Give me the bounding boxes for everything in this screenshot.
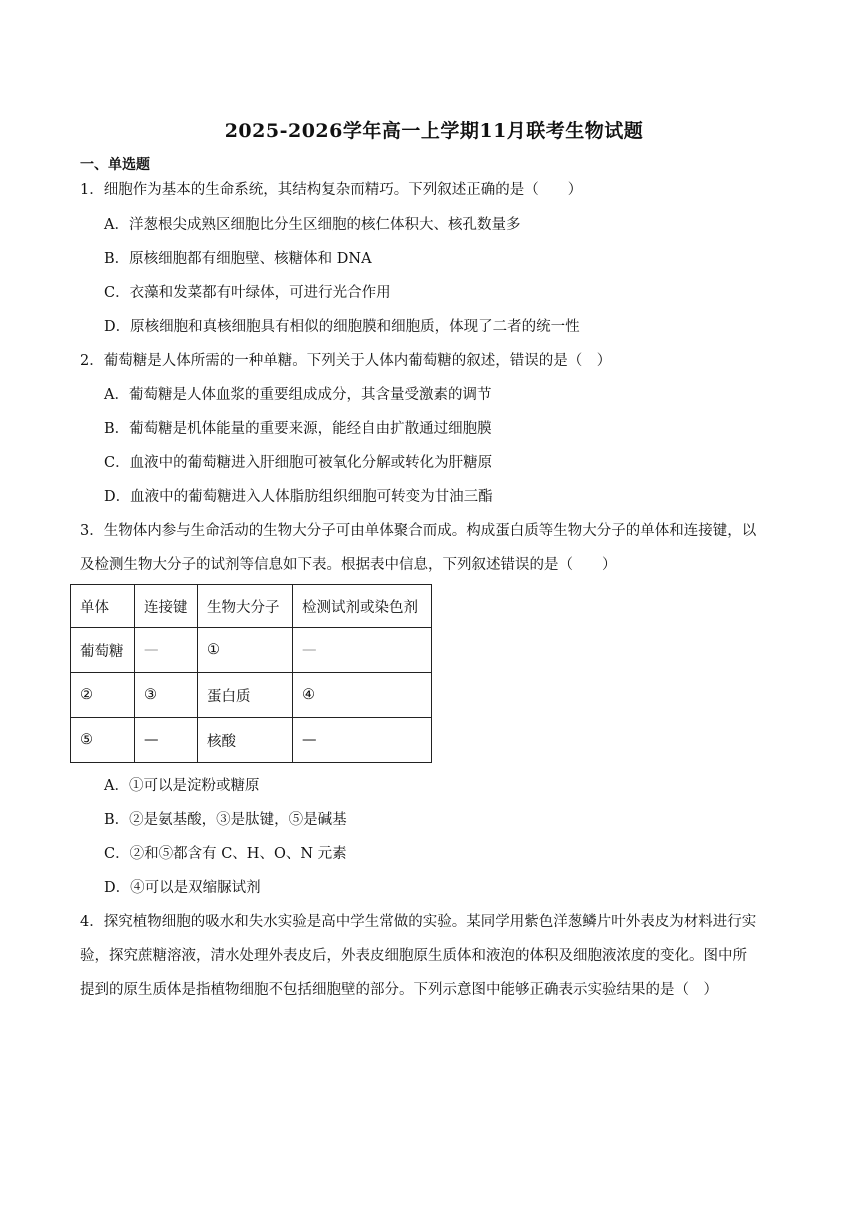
table-row — [71, 628, 432, 673]
question-3-stem-line-2: 及检测生物大分子的试剂等信息如下表。根据表中信息，下列叙述错误的是（ ） — [80, 557, 617, 573]
question-4-stem-line-1: 4．探究植物细胞的吸水和失水实验是高中学生常做的实验。某同学用紫色洋葱鳞片叶外表皮为材料进行实 — [80, 914, 757, 930]
question-1-option-c: C．衣藻和发菜都有叶绿体，可进行光合作用 — [104, 285, 391, 301]
table-header-cell: 连接键 — [135, 585, 198, 628]
table-row — [71, 673, 432, 718]
table-cell: ⑤ — [71, 718, 135, 763]
question-2-option-a: A．葡萄糖是人体血浆的重要组成成分，其含量受激素的调节 — [104, 387, 492, 403]
question-1-option-b: B．原核细胞都有细胞壁、核糖体和 DNA — [104, 251, 372, 267]
table-cell: — — [135, 628, 198, 673]
question-3-option-a: A．①可以是淀粉或糖原 — [104, 778, 260, 794]
question-4-stem-line-3: 提到的原生质体是指植物细胞不包括细胞壁的部分。下列示意图中能够正确表示实验结果的是（ ） — [80, 982, 718, 998]
question-2-stem: 2．葡萄糖是人体所需的一种单糖。下列关于人体内葡萄糖的叙述，错误的是（ ） — [80, 353, 612, 369]
table-header-cell: 单体 — [71, 585, 135, 628]
table-header-cell: 生物大分子 — [198, 585, 293, 628]
table-cell: ① — [198, 628, 293, 673]
table-row — [71, 718, 432, 763]
table-cell: — — [293, 628, 432, 673]
question-1-option-a: A．洋葱根尖成熟区细胞比分生区细胞的核仁体积大、核孔数量多 — [104, 217, 521, 233]
question-3-option-c: C．②和⑤都含有 C、H、O、N 元素 — [104, 846, 347, 862]
exam-title: 2025-2026学年高一上学期11月联考生物试题 — [224, 120, 644, 142]
macromolecule-table — [70, 584, 432, 763]
question-1-option-d: D．原核细胞和真核细胞具有相似的细胞膜和细胞质，体现了二者的统一性 — [104, 319, 580, 335]
table-header-cell: 检测试剂或染色剂 — [293, 585, 432, 628]
table-header-row — [71, 585, 432, 628]
table-cell: — — [135, 718, 198, 763]
question-1-stem: 1．细胞作为基本的生命系统，其结构复杂而精巧。下列叙述正确的是（ ） — [80, 182, 583, 198]
section-heading: 一、单选题 — [80, 157, 150, 173]
table-cell: ④ — [293, 673, 432, 718]
table-cell: ② — [71, 673, 135, 718]
question-2-option-b: B．葡萄糖是机体能量的重要来源，能经自由扩散通过细胞膜 — [104, 421, 492, 437]
question-4-stem-line-2: 验，探究蔗糖溶液，清水处理外表皮后，外表皮细胞原生质体和液泡的体积及细胞液浓度的变化。图中所 — [80, 948, 747, 964]
question-3-stem-line-1: 3．生物体内参与生命活动的生物大分子可由单体聚合而成。构成蛋白质等生物大分子的单体和连接键，以 — [80, 523, 757, 539]
question-3-option-d: D．④可以是双缩脲试剂 — [104, 880, 261, 896]
table-cell: 核酸 — [198, 718, 293, 763]
table-cell: 蛋白质 — [198, 673, 293, 718]
table-cell: ③ — [135, 673, 198, 718]
table-cell: 葡萄糖 — [71, 628, 135, 673]
question-3-option-b: B．②是氨基酸，③是肽键，⑤是碱基 — [104, 812, 347, 828]
table-cell: — — [293, 718, 432, 763]
question-2-option-c: C．血液中的葡萄糖进入肝细胞可被氧化分解或转化为肝糖原 — [104, 455, 493, 471]
question-2-option-d: D．血液中的葡萄糖进入人体脂肪组织细胞可转变为甘油三酯 — [104, 489, 493, 505]
